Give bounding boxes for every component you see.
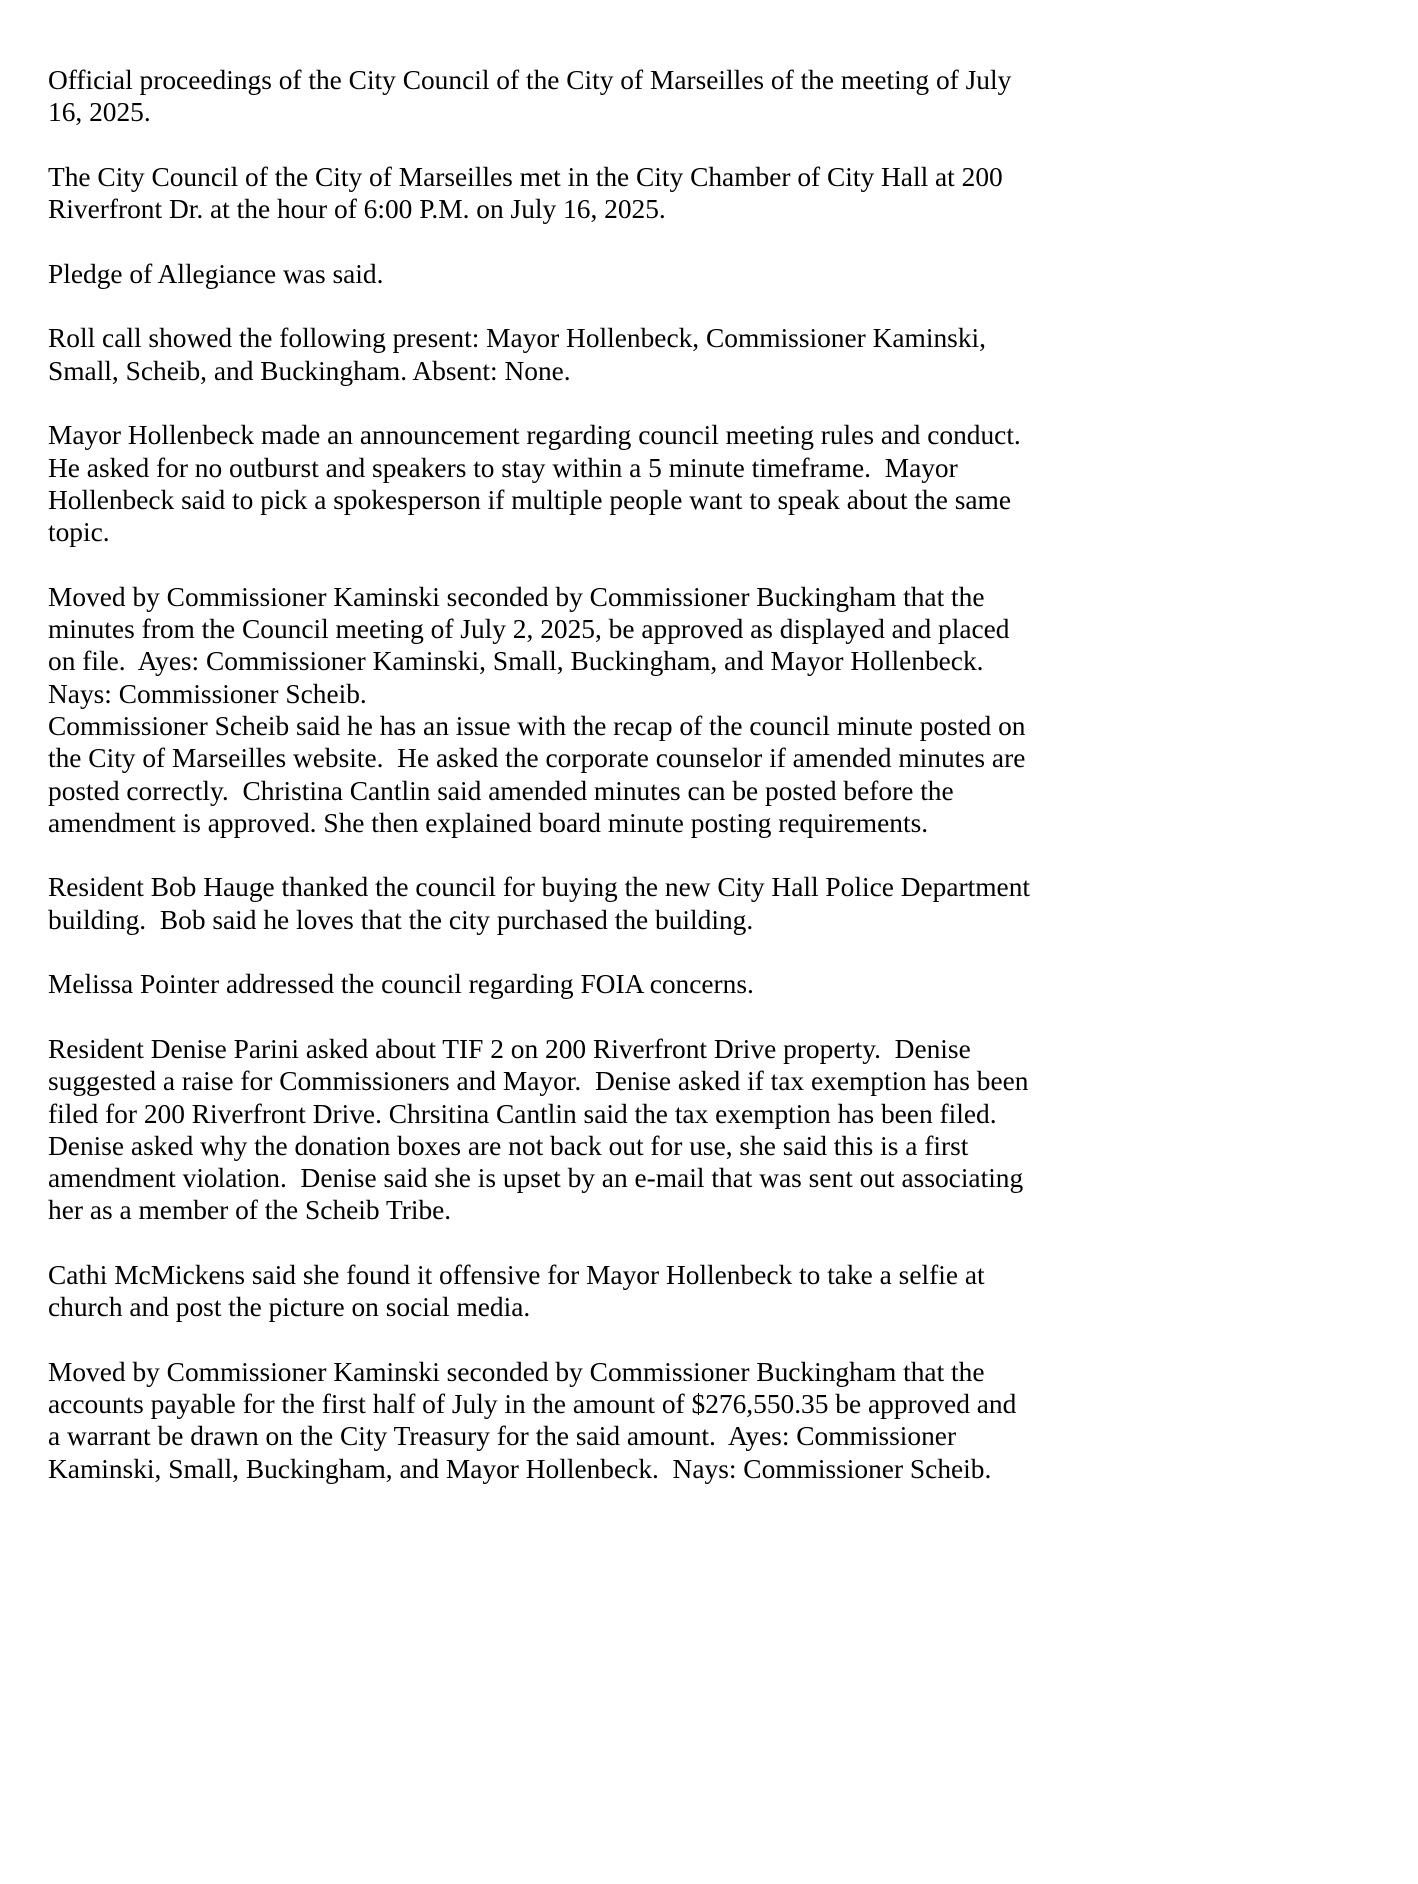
paragraph-denise-parini — [48, 1033, 1378, 1227]
paragraph-scheib-minutes-issue — [48, 710, 1378, 839]
text-line: 16, 2025. — [48, 97, 151, 128]
text-line: minutes from the Council meeting of July 2, 2025, be approved as displayed and placed — [48, 614, 1010, 645]
text-line: her as a member of the Scheib Tribe. — [48, 1195, 452, 1226]
text-line: posted correctly. Christina Cantlin said amended minutes can be posted before the — [48, 775, 954, 806]
text-line: Resident Bob Hauge thanked the council for buying the new City Hall Police Department — [48, 872, 1031, 903]
text-line: Moved by Commissioner Kaminski seconded by Commissioner Buckingham that the — [48, 1356, 985, 1387]
text-line: amendment is approved. She then explained board minute posting requirements. — [48, 807, 929, 838]
text-line: Denise asked why the donation boxes are not back out for use, she said this is a first — [48, 1130, 969, 1161]
text-line: accounts payable for the first half of July in the amount of $276,550.35 be approved and — [48, 1389, 1017, 1420]
text-line: Resident Denise Parini asked about TIF 2 on 200 Riverfront Drive property. Denise — [48, 1033, 971, 1064]
paragraph-minutes-motion — [48, 581, 1378, 710]
text-line: filed for 200 Riverfront Drive. Chrsitina Cantlin said the tax exemption has been filed. — [48, 1098, 997, 1129]
paragraph-mayor-announcement — [48, 419, 1378, 548]
text-line: Melissa Pointer addressed the council regarding FOIA concerns. — [48, 969, 754, 1000]
text-line: Pledge of Allegiance was said. — [48, 258, 384, 289]
text-line: topic. — [48, 517, 110, 548]
text-line: Riverfront Dr. at the hour of 6:00 P.M. on July 16, 2025. — [48, 194, 666, 225]
text-line: a warrant be drawn on the City Treasury for the said amount. Ayes: Commissioner — [48, 1421, 957, 1452]
text-line: amendment violation. Denise said she is upset by an e-mail that was sent out associating — [48, 1163, 1024, 1194]
text-line: Hollenbeck said to pick a spokesperson if multiple people want to speak about the same — [48, 484, 1011, 515]
text-line: Moved by Commissioner Kaminski seconded by Commissioner Buckingham that the — [48, 581, 985, 612]
paragraph-intro — [48, 64, 1378, 129]
text-line: suggested a raise for Commissioners and Mayor. Denise asked if tax exemption has been — [48, 1066, 1029, 1097]
text-line: Nays: Commissioner Scheib. — [48, 678, 367, 709]
text-line: Small, Scheib, and Buckingham. Absent: None. — [48, 355, 571, 386]
paragraph-accounts-payable-motion — [48, 1356, 1378, 1485]
paragraph-bob-hauge — [48, 871, 1378, 936]
text-line: Roll call showed the following present: Mayor Hollenbeck, Commissioner Kaminski, — [48, 323, 986, 354]
paragraph-cathi-mcmickens — [48, 1259, 1378, 1324]
text-line: Commissioner Scheib said he has an issue with the recap of the council minute posted on — [48, 710, 1026, 741]
paragraph-pledge — [48, 258, 1378, 290]
text-line: church and post the picture on social media. — [48, 1292, 531, 1323]
text-line: He asked for no outburst and speakers to stay within a 5 minute timeframe. Mayor — [48, 452, 958, 483]
text-line: Official proceedings of the City Council of the City of Marseilles of the meeting of July — [48, 65, 1012, 95]
paragraph-roll-call — [48, 322, 1378, 387]
text-line: on file. Ayes: Commissioner Kaminski, Small, Buckingham, and Mayor Hollenbeck. — [48, 646, 984, 677]
document-page — [48, 64, 1378, 1517]
paragraph-meeting-location — [48, 161, 1378, 226]
text-line: The City Council of the City of Marseilles met in the City Chamber of City Hall at 200 — [48, 161, 1003, 192]
text-line: building. Bob said he loves that the city purchased the building. — [48, 904, 754, 935]
text-line: Kaminski, Small, Buckingham, and Mayor Hollenbeck. Nays: Commissioner Scheib. — [48, 1453, 992, 1484]
text-line: Mayor Hollenbeck made an announcement regarding council meeting rules and conduct. — [48, 420, 1021, 451]
paragraph-melissa-pointer — [48, 968, 1378, 1000]
text-line: Cathi McMickens said she found it offensive for Mayor Hollenbeck to take a selfie at — [48, 1259, 985, 1290]
text-line: the City of Marseilles website. He asked the corporate counselor if amended minutes are — [48, 743, 1026, 774]
